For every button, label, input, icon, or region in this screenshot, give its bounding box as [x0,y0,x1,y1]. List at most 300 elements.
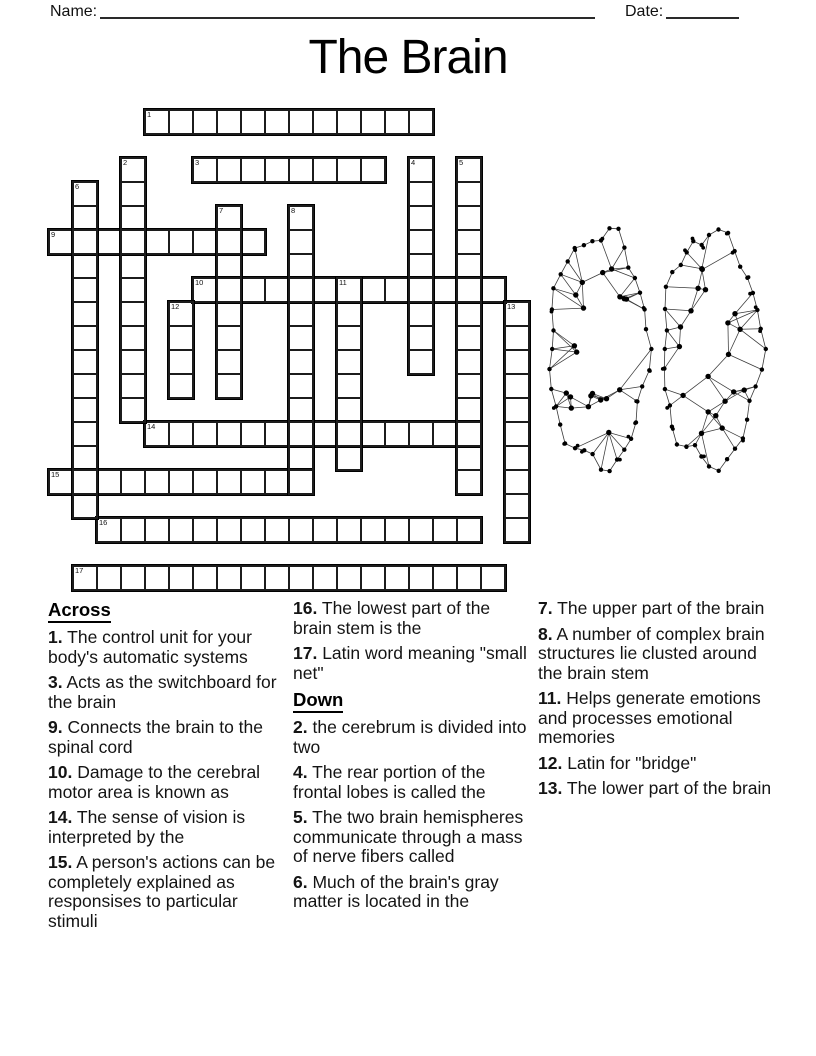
grid-cell [216,373,242,399]
clue-text: the cerebrum is divided into two [293,717,527,757]
network-node [547,367,551,371]
grid-cell [456,565,482,591]
network-edge [550,352,577,369]
grid-cell [336,349,362,375]
network-node [574,349,579,354]
grid-cell [408,277,434,303]
grid-cell [144,469,170,495]
grid-cell [192,517,218,543]
network-node [747,275,751,279]
word-number: 12 [171,302,180,311]
clue-number: 4. [293,762,308,782]
grid-cell [408,565,434,591]
grid-cell [360,109,386,135]
grid-cell [288,301,314,327]
grid-cell [120,229,146,255]
network-edge [681,311,692,327]
network-node [745,418,749,422]
clue-item [293,808,529,867]
grid-cell [216,229,242,255]
clue-number: 5. [293,807,308,827]
grid-cell [120,181,146,207]
grid-cell [336,421,362,447]
grid-cell [288,229,314,255]
clue-number: 13. [538,778,563,798]
grid-cell [168,517,194,543]
network-node [564,390,569,395]
grid-cell [288,397,314,423]
word-number: 1 [147,110,152,119]
network-node [680,393,685,398]
grid-cell [216,517,242,543]
grid-cell [408,325,434,351]
grid-cell [360,421,386,447]
word-number: 17 [75,566,84,575]
network-node [748,292,752,296]
network-node [649,347,653,351]
grid-cell [216,253,242,279]
network-node [706,409,711,414]
grid-cell [504,325,530,351]
network-node [695,286,700,291]
network-node [581,305,586,310]
network-node [707,233,711,237]
network-node [701,246,705,250]
clue-item [293,763,529,802]
grid-cell [504,493,530,519]
clue-number: 11. [538,688,562,708]
network-node [624,296,629,301]
network-node [670,270,674,274]
network-node [566,259,570,263]
network-node [760,367,764,371]
clue-number: 6. [293,871,308,892]
grid-cell [120,277,146,303]
network-node [705,374,710,379]
word-number: 9 [51,230,56,239]
grid-cell [168,325,194,351]
word-number: 6 [75,182,80,191]
clue-number: 3. [48,672,63,692]
network-edge [729,354,762,369]
grid-cell [168,109,194,135]
network-node [753,384,757,388]
network-edge [582,282,583,308]
grid-cell [192,421,218,447]
network-edge [702,428,723,433]
grid-cell [72,445,98,471]
network-node [552,406,556,410]
grid-cell [96,469,122,495]
network-edge [575,433,609,449]
brain-network-illustration [537,224,773,474]
clue-text: The sense of vision is interpreted by the [48,807,246,847]
network-edge [702,412,709,433]
grid-cell [168,349,194,375]
grid-cell [288,565,314,591]
grid-cell [240,421,266,447]
clue-item [538,779,774,799]
grid-cell [408,253,434,279]
network-node [627,435,631,439]
grid-cell [504,397,530,423]
grid-cell [360,517,386,543]
network-node [549,387,553,391]
grid-cell [216,277,242,303]
word-number: 3 [195,158,200,167]
grid-cell [72,493,98,519]
grid-cell [336,373,362,399]
grid-cell [456,445,482,471]
grid-cell [456,325,482,351]
network-edge [665,309,681,327]
word-number: 7 [219,206,224,215]
network-edge [708,401,725,412]
grid-cell [240,109,266,135]
grid-cell [240,229,266,255]
clue-text: A number of complex brain structures lie clusted around the brain stem [538,623,765,683]
clue-number: 10. [48,762,73,782]
word-number: 13 [507,302,516,311]
network-node [601,237,605,241]
network-node [618,458,622,462]
grid-cell [456,397,482,423]
grid-cell [288,445,314,471]
clue-number: 17. [293,643,318,663]
word-number: 8 [291,206,296,215]
network-node [663,307,667,311]
network-node [754,305,758,309]
network-node [580,280,585,285]
grid-cell [72,421,98,447]
network-node [700,267,705,272]
network-node [731,251,735,255]
clue-number: 9. [48,717,63,737]
grid-cell [408,205,434,231]
grid-cell [168,229,194,255]
clue-text: Acts as the switchboard for the brain [48,672,277,712]
network-node [725,457,729,461]
clues-section [48,599,774,991]
clue-text: Much of the brain's gray matter is located in the [293,871,499,911]
grid-cell [408,517,434,543]
network-node [677,344,682,349]
grid-cell [144,229,170,255]
network-node [622,245,626,249]
network-edge [729,329,741,354]
network-node [550,347,554,351]
network-edge [698,269,702,288]
clue-item [538,754,774,774]
grid-cell [504,421,530,447]
clue-item [538,599,774,619]
network-edge [728,323,729,355]
network-edge [735,293,753,314]
grid-cell [120,373,146,399]
network-edge [620,390,638,402]
grid-cell [120,325,146,351]
grid-cell [456,205,482,231]
word-number: 11 [339,278,347,287]
network-node [569,405,574,410]
network-node [663,387,667,391]
grid-cell [288,517,314,543]
clue-text: The upper part of the brain [552,598,765,618]
grid-cell [288,109,314,135]
network-node [607,226,611,230]
network-node [633,421,637,425]
network-node [586,404,591,409]
network-node [576,444,580,448]
network-node [702,455,706,459]
grid-cell [504,349,530,375]
grid-cell [456,517,482,543]
network-edge [702,251,734,269]
network-node [640,384,644,388]
network-node [661,367,665,371]
network-node [742,387,747,392]
grid-cell [72,397,98,423]
network-node [758,329,762,333]
clue-text: Damage to the cerebral motor area is known as [48,762,261,802]
word-number: 14 [147,422,156,431]
grid-cell [192,565,218,591]
clue-number: 15. [48,852,73,872]
clue-item [48,853,284,931]
grid-cell [456,373,482,399]
grid-cell [288,349,314,375]
network-node [737,327,742,332]
network-node [551,286,555,290]
clue-item [48,673,284,712]
grid-cell [408,109,434,135]
network-node [675,442,679,446]
network-node [671,427,675,431]
clue-item [293,718,529,757]
clue-item [48,628,284,667]
grid-cell [336,397,362,423]
network-node [764,347,768,351]
network-node [609,266,614,271]
network-node [626,265,630,269]
grid-cell [168,421,194,447]
grid-cell [72,229,98,255]
network-node [598,397,603,402]
network-edge [620,386,643,389]
clue-text: A person's actions can be completely explained as responsises to particular stimuli [48,852,276,931]
network-node [738,265,742,269]
network-node [678,324,683,329]
clue-item [48,808,284,847]
grid-cell [72,253,98,279]
grid-cell [72,349,98,375]
grid-cell [216,301,242,327]
network-edge [665,389,683,395]
network-node [683,248,687,252]
network-node [572,343,577,348]
grid-cell [408,181,434,207]
clue-number: 12. [538,752,563,773]
network-node [707,464,711,468]
grid-cell [288,277,314,303]
grid-cell [288,421,314,447]
clue-item [293,644,529,683]
grid-cell [72,205,98,231]
network-node [638,291,642,295]
network-edge [740,310,757,329]
word-number: 5 [459,158,464,167]
network-node [722,399,727,404]
grid-cell [408,349,434,375]
network-edge [702,416,716,434]
grid-cell [312,109,338,135]
grid-cell [312,565,338,591]
network-node [590,239,594,243]
network-node [726,352,731,357]
network-edge [582,273,602,283]
network-edge [620,349,652,390]
grid-cell [72,373,98,399]
grid-cell [336,109,362,135]
network-node [550,310,554,314]
clue-text: Latin for "bridge" [562,752,697,773]
grid-cell [384,109,410,135]
clue-item [538,625,774,684]
network-node [731,389,736,394]
grid-cell [120,253,146,279]
grid-cell [456,229,482,255]
grid-cell [336,301,362,327]
network-node [663,347,667,351]
network-node [622,448,626,452]
network-edge [666,287,698,289]
grid-cell [408,421,434,447]
network-node [582,243,586,247]
network-node [642,306,646,310]
network-node [648,369,652,373]
word-number: 2 [123,158,128,167]
network-edge [691,288,698,311]
network-node [600,270,605,275]
network-edge [708,354,728,376]
grid-cell [240,277,266,303]
network-node [573,292,578,297]
network-edge [691,290,706,311]
network-node [644,327,648,331]
network-edge [708,376,725,401]
grid-cell [240,157,266,183]
grid-cell [360,157,386,183]
network-node [617,294,622,299]
clue-text: Latin word meaning "small net" [293,643,527,683]
network-edge [554,331,575,346]
word-number: 15 [51,470,60,479]
grid-cell [120,301,146,327]
network-node [703,287,708,292]
network-edge [728,310,758,323]
word-number: 16 [99,518,108,527]
grid-cell [216,325,242,351]
grid-cell [288,253,314,279]
grid-cell [168,469,194,495]
clue-number: 8. [538,623,553,644]
grid-cell [264,109,290,135]
network-node [551,328,555,332]
clue-number: 1. [48,627,63,647]
network-node [717,469,721,473]
clue-text: The lower part of the brain [562,778,772,798]
grid-cell [456,469,482,495]
clue-item [293,599,529,638]
name-label: Name: [50,3,98,20]
grid-cell [432,517,458,543]
date-label: Date: [625,3,664,20]
grid-cell [216,565,242,591]
network-edge [603,273,620,297]
network-edge [612,248,625,269]
grid-cell [456,301,482,327]
network-edge [683,395,708,412]
network-node [691,237,695,241]
grid-cell [384,517,410,543]
grid-cell [216,157,242,183]
network-node [665,406,669,410]
grid-cell [504,517,530,543]
grid-cell [456,421,482,447]
clue-text: The two brain hemispheres communicate through a mass of nerve fibers called [293,807,524,866]
grid-cell [504,445,530,471]
network-node [617,387,622,392]
across-heading: Across [48,599,284,621]
network-node [679,263,683,267]
network-node [664,285,668,289]
grid-cell [504,469,530,495]
grid-cell [456,253,482,279]
grid-cell [216,109,242,135]
grid-cell [288,373,314,399]
grid-cell [120,397,146,423]
network-node [741,439,745,443]
grid-cell [336,157,362,183]
network-edge [553,288,583,308]
grid-cell [216,349,242,375]
grid-cell [120,517,146,543]
down-heading: Down [293,689,529,711]
grid-cell [264,565,290,591]
grid-cell [432,565,458,591]
network-node [573,248,577,252]
network-edge [552,349,577,352]
network-node [590,452,594,456]
network-node [725,232,729,236]
grid-cell [360,565,386,591]
grid-cell [144,517,170,543]
network-node [634,399,638,403]
word-number: 10 [195,278,204,287]
network-node [606,430,611,435]
network-node [562,442,566,446]
network-edge [571,397,589,407]
network-node [720,425,725,430]
grid-cell [312,517,338,543]
grid-cell [264,517,290,543]
network-edge [553,288,575,295]
clue-item [293,873,529,912]
network-node [732,311,737,316]
grid-cell [120,349,146,375]
grid-cell [96,565,122,591]
network-node [685,445,689,449]
